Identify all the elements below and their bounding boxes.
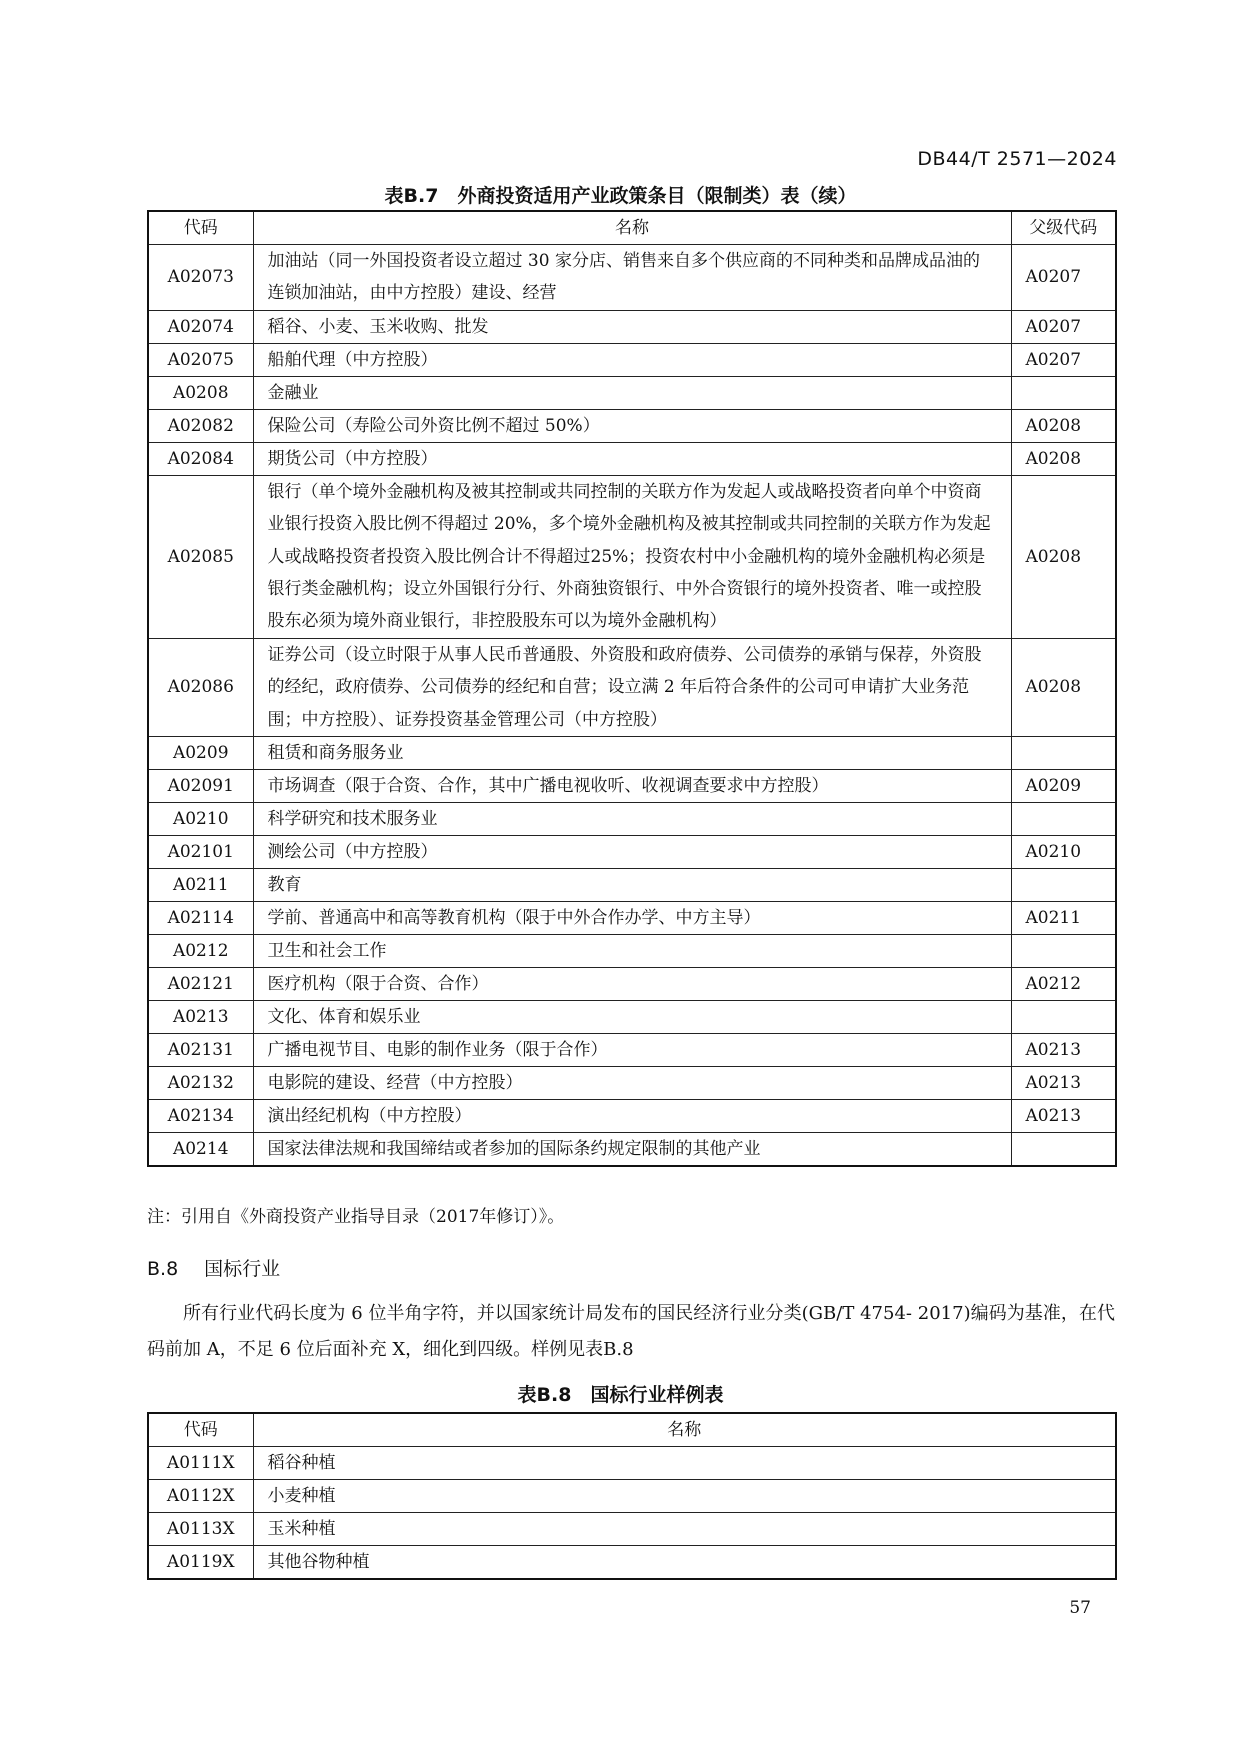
code-cell: A0111X bbox=[148, 1447, 253, 1480]
table-row bbox=[148, 310, 1116, 343]
name-cell: 小麦种植 bbox=[253, 1480, 1116, 1513]
code-cell: A02091 bbox=[148, 770, 253, 803]
parent-code-cell: A0213 bbox=[1011, 1100, 1116, 1133]
column-header-name: 名称 bbox=[253, 1413, 1116, 1447]
name-cell: 租赁和商务服务业 bbox=[253, 737, 1011, 770]
table-row bbox=[148, 770, 1116, 803]
table-row bbox=[148, 1067, 1116, 1100]
parent-code-cell bbox=[1011, 1133, 1116, 1167]
name-cell: 金融业 bbox=[253, 376, 1011, 409]
code-cell: A02085 bbox=[148, 475, 253, 638]
parent-code-cell: A0208 bbox=[1011, 638, 1116, 736]
name-cell: 证券公司（设立时限于从事人民币普通股、外资股和政府债券、公司债券的承销与保荐，外资股的经纪，政府债券、公司债券的经纪和自营；设立满 2 年后符合条件的公司可申请扩大业务范围；中方控股）、证券投资基金管理公司（中方控股） bbox=[253, 638, 1011, 736]
name-cell: 国家法律法规和我国缔结或者参加的国际条约规定限制的其他产业 bbox=[253, 1133, 1011, 1167]
table-row bbox=[148, 1480, 1116, 1513]
code-cell: A0211 bbox=[148, 869, 253, 902]
parent-code-cell: A0207 bbox=[1011, 245, 1116, 311]
code-cell: A0119X bbox=[148, 1546, 253, 1580]
table-row bbox=[148, 475, 1116, 638]
code-cell: A0214 bbox=[148, 1133, 253, 1167]
code-cell: A02114 bbox=[148, 902, 253, 935]
table-row bbox=[148, 803, 1116, 836]
name-cell: 医疗机构（限于合资、合作） bbox=[253, 968, 1011, 1001]
code-cell: A02086 bbox=[148, 638, 253, 736]
parent-code-cell: A0208 bbox=[1011, 442, 1116, 475]
parent-code-cell: A0211 bbox=[1011, 902, 1116, 935]
parent-code-cell: A0213 bbox=[1011, 1034, 1116, 1067]
name-cell: 保险公司（寿险公司外资比例不超过 50%） bbox=[253, 409, 1011, 442]
name-cell: 稻谷种植 bbox=[253, 1447, 1116, 1480]
table-b7 bbox=[147, 210, 1117, 1167]
code-cell: A02082 bbox=[148, 409, 253, 442]
table-row bbox=[148, 442, 1116, 475]
parent-code-cell bbox=[1011, 803, 1116, 836]
parent-code-cell: A0209 bbox=[1011, 770, 1116, 803]
section-paragraph: 所有行业代码长度为 6 位半角字符，并以国家统计局发布的国民经济行业分类(GB/T 4754- 2017)编码为基准，在代码前加 A，不足 6 位后面补充 X，细化到四级。样例见表B.8 bbox=[147, 1303, 1115, 1360]
name-cell: 其他谷物种植 bbox=[253, 1546, 1116, 1580]
table-row bbox=[148, 1100, 1116, 1133]
name-cell: 银行（单个境外金融机构及被其控制或共同控制的关联方作为发起人或战略投资者向单个中资商业银行投资入股比例不得超过 20%，多个境外金融机构及被其控制或共同控制的关联方作为发起人或战略投资者投资入股比例合计不得超过25%；投资农村中小金融机构的境外金融机构必须是银行类金融机构；设立外国银行分行、外商独资银行、中外合资银行的境外投资者、唯一或控股股东必须为境外商业银行，非控股股东可以为境外金融机构） bbox=[253, 475, 1011, 638]
parent-code-cell: A0207 bbox=[1011, 343, 1116, 376]
parent-code-cell bbox=[1011, 376, 1116, 409]
name-cell: 卫生和社会工作 bbox=[253, 935, 1011, 968]
name-cell: 稻谷、小麦、玉米收购、批发 bbox=[253, 310, 1011, 343]
code-cell: A02134 bbox=[148, 1100, 253, 1133]
parent-code-cell bbox=[1011, 1001, 1116, 1034]
name-cell: 期货公司（中方控股） bbox=[253, 442, 1011, 475]
table-row bbox=[148, 968, 1116, 1001]
table-b8 bbox=[147, 1412, 1117, 1580]
code-cell: A02074 bbox=[148, 310, 253, 343]
parent-code-cell: A0208 bbox=[1011, 409, 1116, 442]
table-row bbox=[148, 902, 1116, 935]
table-row bbox=[148, 737, 1116, 770]
code-cell: A02121 bbox=[148, 968, 253, 1001]
parent-code-cell bbox=[1011, 737, 1116, 770]
code-cell: A02101 bbox=[148, 836, 253, 869]
parent-code-cell: A0210 bbox=[1011, 836, 1116, 869]
parent-code-cell: A0207 bbox=[1011, 310, 1116, 343]
code-cell: A02075 bbox=[148, 343, 253, 376]
code-cell: A0209 bbox=[148, 737, 253, 770]
section-number: B.8 bbox=[147, 1258, 179, 1280]
section-title: 国标行业 bbox=[204, 1258, 281, 1280]
table-b8-caption: 表B.8 国标行业样例表 bbox=[517, 1384, 724, 1406]
name-cell: 玉米种植 bbox=[253, 1513, 1116, 1546]
name-cell: 演出经纪机构（中方控股） bbox=[253, 1100, 1011, 1133]
page-number: 57 bbox=[1069, 1598, 1091, 1618]
table-row bbox=[148, 1447, 1116, 1480]
column-header-parent-code: 父级代码 bbox=[1011, 211, 1116, 245]
column-header-code: 代码 bbox=[148, 211, 253, 245]
code-cell: A0210 bbox=[148, 803, 253, 836]
parent-code-cell bbox=[1011, 935, 1116, 968]
code-cell: A0212 bbox=[148, 935, 253, 968]
table-row bbox=[148, 869, 1116, 902]
section-heading bbox=[147, 1254, 280, 1281]
code-cell: A0113X bbox=[148, 1513, 253, 1546]
column-header-code: 代码 bbox=[148, 1413, 253, 1447]
table-row bbox=[148, 638, 1116, 736]
name-cell: 市场调查（限于合资、合作，其中广播电视收听、收视调查要求中方控股） bbox=[253, 770, 1011, 803]
code-cell: A0208 bbox=[148, 376, 253, 409]
name-cell: 船舶代理（中方控股） bbox=[253, 343, 1011, 376]
parent-code-cell: A0212 bbox=[1011, 968, 1116, 1001]
table-row bbox=[148, 1001, 1116, 1034]
name-cell: 文化、体育和娱乐业 bbox=[253, 1001, 1011, 1034]
name-cell: 学前、普通高中和高等教育机构（限于中外合作办学、中方主导） bbox=[253, 902, 1011, 935]
table-b8-header-row bbox=[148, 1413, 1116, 1447]
table-row bbox=[148, 1546, 1116, 1580]
table-row bbox=[148, 1513, 1116, 1546]
column-header-name: 名称 bbox=[253, 211, 1011, 245]
table-b7-caption: 表B.7 外商投资适用产业政策条目（限制类）表（续） bbox=[384, 185, 857, 207]
code-cell: A0213 bbox=[148, 1001, 253, 1034]
table-row bbox=[148, 836, 1116, 869]
table-b7-header-row bbox=[148, 211, 1116, 245]
table-row bbox=[148, 1034, 1116, 1067]
table-row bbox=[148, 935, 1116, 968]
table-row bbox=[148, 376, 1116, 409]
code-cell: A02084 bbox=[148, 442, 253, 475]
name-cell: 广播电视节目、电影的制作业务（限于合作） bbox=[253, 1034, 1011, 1067]
parent-code-cell: A0208 bbox=[1011, 475, 1116, 638]
table-row bbox=[148, 1133, 1116, 1167]
name-cell: 加油站（同一外国投资者设立超过 30 家分店、销售来自多个供应商的不同种类和品牌成品油的连锁加油站，由中方控股）建设、经营 bbox=[253, 245, 1011, 311]
code-cell: A0112X bbox=[148, 1480, 253, 1513]
code-cell: A02132 bbox=[148, 1067, 253, 1100]
name-cell: 测绘公司（中方控股） bbox=[253, 836, 1011, 869]
name-cell: 教育 bbox=[253, 869, 1011, 902]
parent-code-cell bbox=[1011, 869, 1116, 902]
code-cell: A02131 bbox=[148, 1034, 253, 1067]
document-code: DB44/T 2571—2024 bbox=[917, 148, 1117, 170]
table-b7-note: 注：引用自《外商投资产业指导目录（2017年修订）》。 bbox=[147, 1207, 565, 1227]
table-row bbox=[148, 245, 1116, 311]
name-cell: 电影院的建设、经营（中方控股） bbox=[253, 1067, 1011, 1100]
table-row bbox=[148, 409, 1116, 442]
parent-code-cell: A0213 bbox=[1011, 1067, 1116, 1100]
table-row bbox=[148, 343, 1116, 376]
code-cell: A02073 bbox=[148, 245, 253, 311]
name-cell: 科学研究和技术服务业 bbox=[253, 803, 1011, 836]
